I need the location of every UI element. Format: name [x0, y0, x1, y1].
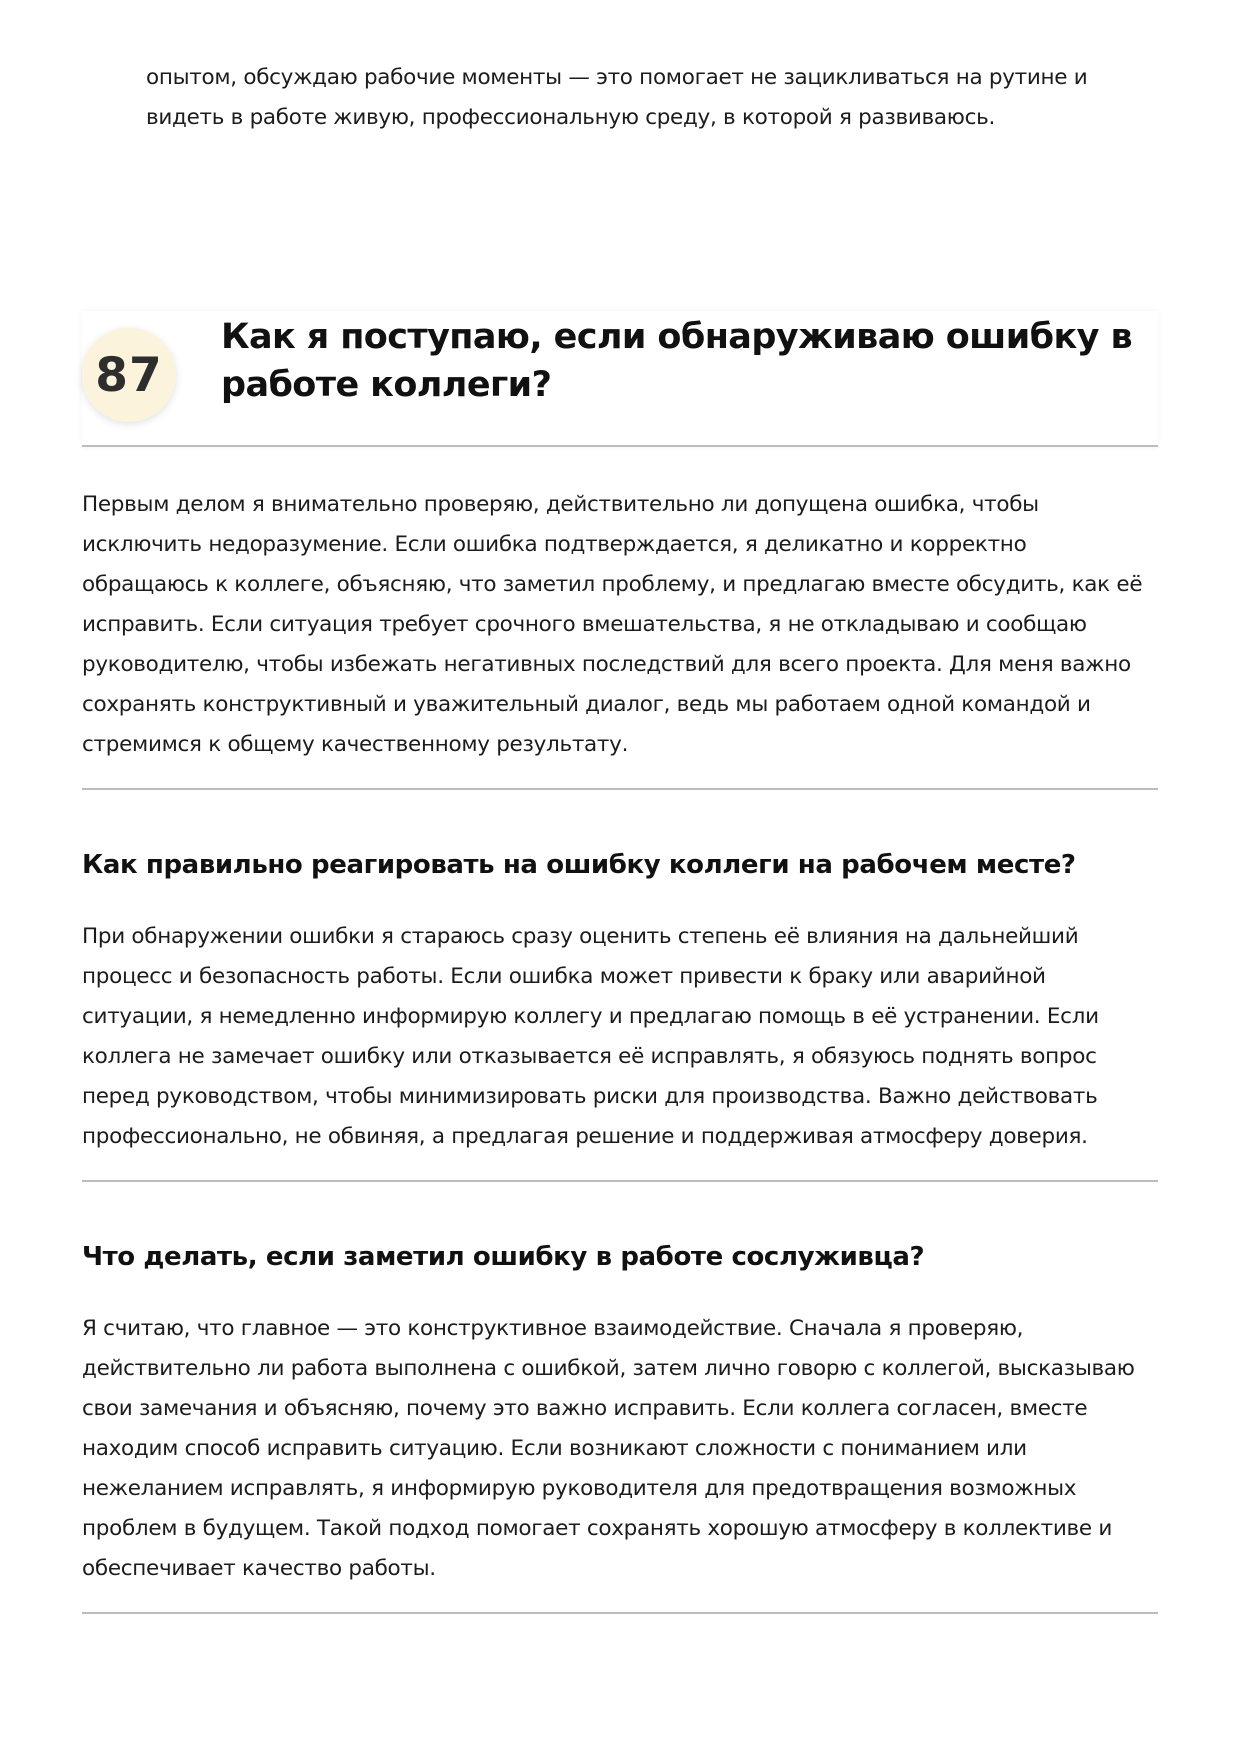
divider: [82, 1180, 1158, 1182]
divider: [82, 788, 1158, 790]
variant-heading-2: Что делать, если заметил ошибку в работе сослуживца?: [82, 1242, 925, 1272]
divider: [82, 1612, 1158, 1614]
variant-heading-1: Как правильно реагировать на ошибку коллеги на рабочем месте?: [82, 850, 1076, 880]
question-title: Как я поступаю, если обнаруживаю ошибку в работе коллеги?: [221, 317, 1133, 405]
main-answer-paragraph: Первым делом я внимательно проверяю, действительно ли допущена ошибка, чтобы исключить недоразумение. Если ошибка подтверждается, я деликатно и корректно обращаюсь к коллеге, объясняю, что заметил проблему, и предлагаю вместе обсудить, как её исправить. Если ситуация требует срочного вмешательства, я не откладываю и сообщаю руководителю, чтобы избежать негативных последствий для всего проекта. Для меня важно сохранять конструктивный и уважительный диалог, ведь мы работаем одной командой и стремимся к общему качественному результату.: [82, 492, 1143, 757]
variant-answer-1: При обнаружении ошибки я стараюсь сразу оценить степень её влияния на дальнейший процесс и безопасность работы. Если ошибка может привести к браку или аварийной ситуации, я немедленно информирую коллегу и предлагаю помощь в её устранении. Если коллега не замечает ошибку или отказывается её исправлять, я обязуюсь поднять вопрос перед руководством, чтобы минимизировать риски для производства. Важно действовать профессионально, не обвиняя, а предлагая решение и поддерживая атмосферу доверия.: [82, 924, 1099, 1149]
intro-paragraph: опытом, обсуждаю рабочие моменты — это помогает не зацикливаться на рутине и видеть в работе живую, профессиональную среду, в которой я развиваюсь.: [146, 65, 1088, 130]
variant-answer-2: Я считаю, что главное — это конструктивное взаимодействие. Сначала я проверяю, действительно ли работа выполнена с ошибкой, затем лично говорю с коллегой, высказываю свои замечания и объясняю, почему это важно исправить. Если коллега согласен, вместе находим способ исправить ситуацию. Если возникают сложности с пониманием или нежеланием исправлять, я информирую руководителя для предотвращения возможных проблем в будущем. Такой подход помогает сохранять хорошую атмосферу в коллективе и обеспечивает качество работы.: [82, 1316, 1135, 1581]
question-header: [82, 311, 1158, 447]
question-number-badge: 87: [82, 328, 176, 422]
